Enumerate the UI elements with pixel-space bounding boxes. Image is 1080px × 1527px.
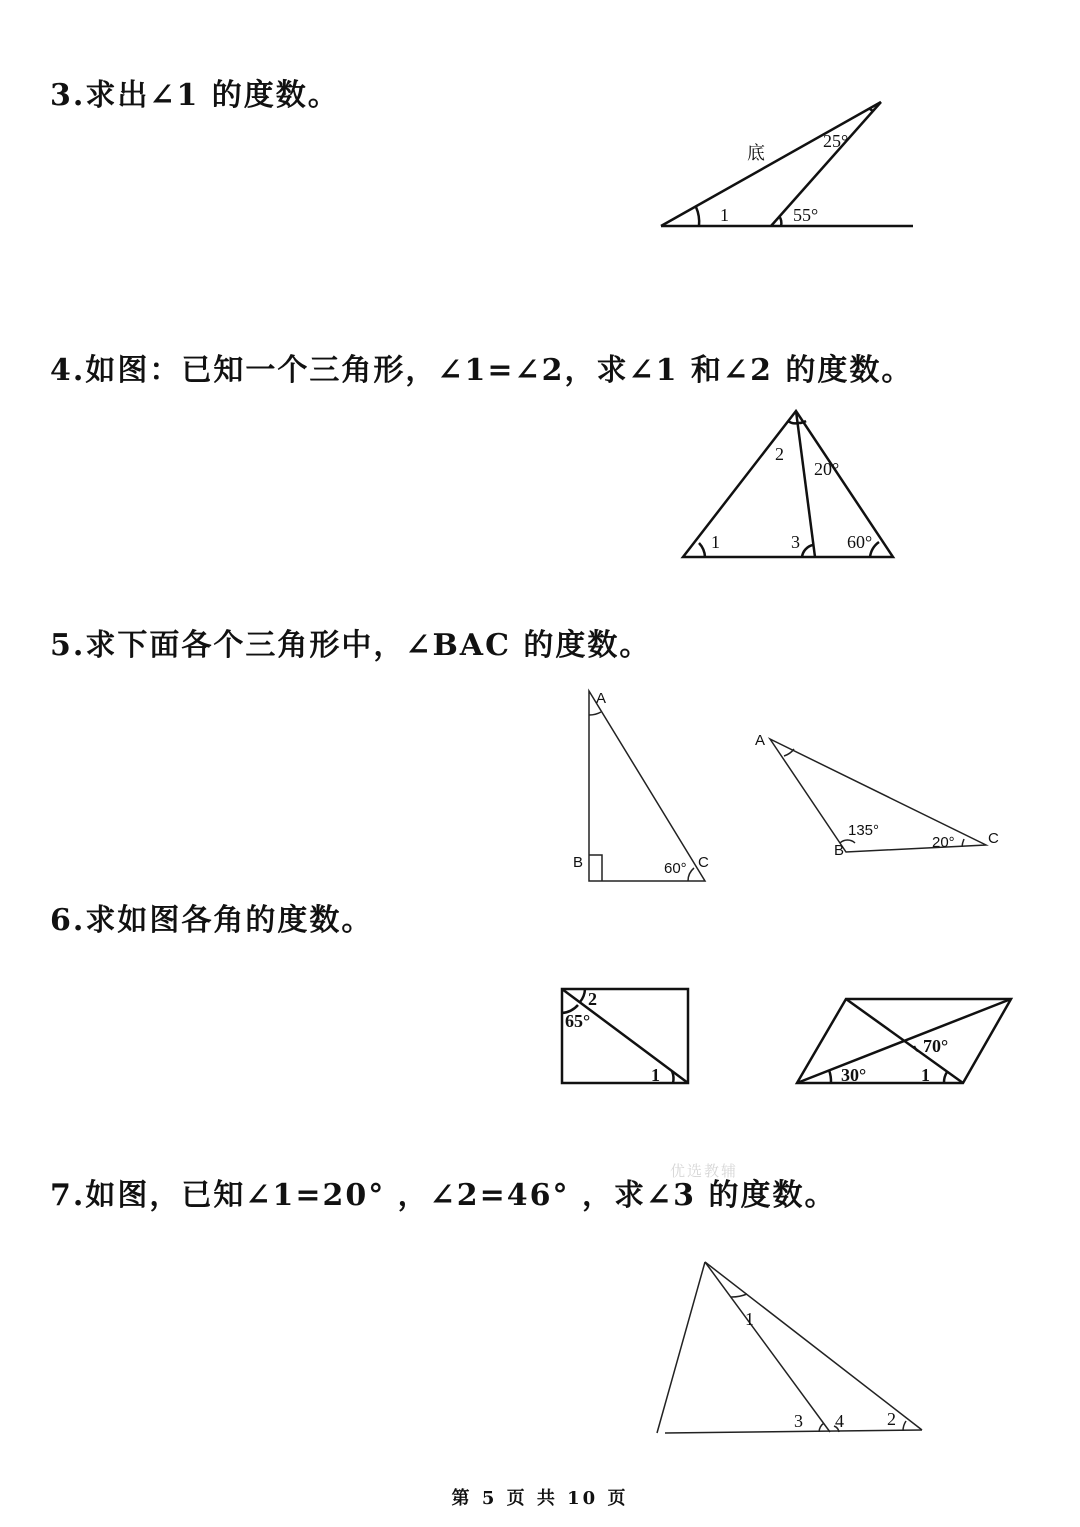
label-3: 3 [794, 1411, 803, 1431]
label-rect-2: 2 [588, 989, 597, 1009]
question-6-rectangle [555, 980, 695, 1090]
label-right-20: 20° [932, 834, 955, 851]
label-1: 1 [745, 1309, 754, 1329]
label-right-A: A [755, 732, 766, 749]
question-4-figure [675, 405, 900, 563]
label-left-B: B [573, 854, 584, 871]
label-para-1: 1 [921, 1065, 930, 1085]
question-3-figure [655, 95, 920, 235]
question-3-text: 3.求出∠1 的度数。 [50, 78, 340, 113]
label-25: 25° [823, 131, 849, 151]
label-left-60: 60° [664, 860, 687, 877]
question-5-right-triangle [750, 725, 1010, 865]
label-base: 底 [747, 143, 765, 163]
page-footer: 第 5 页 共 10 页 [451, 1488, 629, 1509]
label-55: 55° [793, 205, 819, 225]
question-6-parallelogram [790, 990, 1015, 1090]
label-left-C: C [698, 854, 709, 871]
label-2: 2 [887, 1409, 896, 1429]
label-1: 1 [711, 532, 720, 552]
question-4-text: 4.如图：已知一个三角形，∠1=∠2，求∠1 和∠2 的度数。 [50, 353, 914, 388]
label-rect-1: 1 [651, 1065, 660, 1085]
label-right-C: C [988, 830, 999, 847]
label-right-B: B [834, 842, 845, 859]
label-right-135: 135° [848, 822, 880, 839]
question-7-figure [650, 1255, 930, 1440]
label-1: 1 [720, 205, 729, 225]
label-4: 4 [835, 1411, 844, 1431]
label-rect-65: 65° [565, 1011, 591, 1031]
label-left-A: A [596, 690, 607, 707]
label-20: 20° [814, 459, 840, 479]
watermark: 优选教辅 [670, 1162, 739, 1180]
label-3: 3 [791, 532, 800, 552]
question-7-text: 7.如图，已知∠1=20° ，∠2=46° ，求∠3 的度数。 [50, 1178, 837, 1213]
label-para-70: 70° [923, 1036, 949, 1056]
label-60: 60° [847, 532, 873, 552]
label-para-30: 30° [841, 1065, 867, 1085]
question-6-text: 6.求如图各角的度数。 [50, 903, 374, 938]
label-2: 2 [775, 444, 784, 464]
question-5-text: 5.求下面各个三角形中，∠BAC 的度数。 [50, 628, 652, 663]
question-5-left-triangle [570, 685, 715, 885]
